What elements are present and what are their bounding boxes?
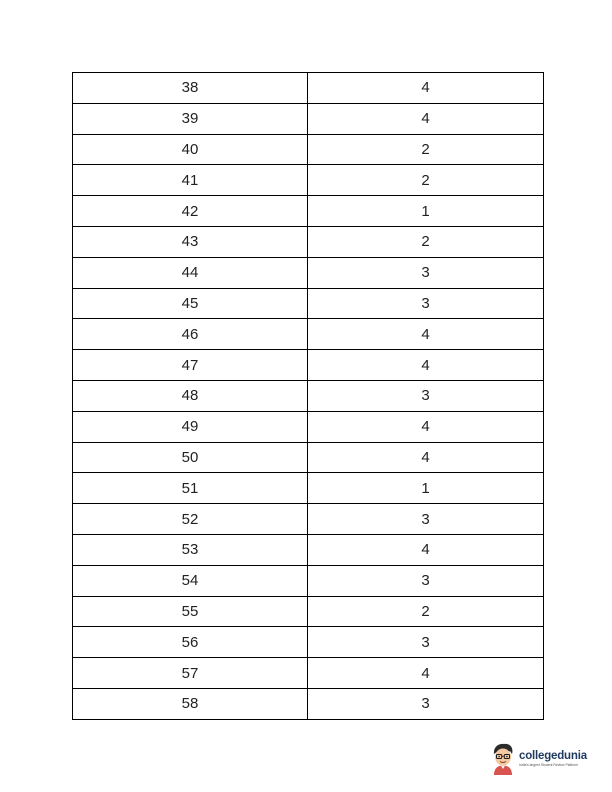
question-number-cell: 44: [73, 257, 308, 288]
table-row: [73, 504, 544, 535]
question-number-cell: 52: [73, 504, 308, 535]
question-number-cell: 42: [73, 196, 308, 227]
question-number-cell: 51: [73, 473, 308, 504]
table-row: [73, 473, 544, 504]
question-number-cell: 50: [73, 442, 308, 473]
table-row: [73, 226, 544, 257]
table-row: [73, 350, 544, 381]
table-row: [73, 103, 544, 134]
logo-tagline: India's largest Student Review Platform: [519, 763, 579, 768]
table-row: [73, 134, 544, 165]
answer-cell: 2: [308, 134, 544, 165]
mascot-icon: [490, 742, 516, 776]
answer-cell: 4: [308, 442, 544, 473]
answer-cell: 4: [308, 350, 544, 381]
question-number-cell: 55: [73, 596, 308, 627]
table-row: [73, 257, 544, 288]
logo-name: collegedunia: [519, 749, 587, 762]
answer-cell: 3: [308, 257, 544, 288]
answer-cell: 4: [308, 103, 544, 134]
answer-key-body: [73, 73, 544, 720]
table-row: [73, 319, 544, 350]
question-number-cell: 41: [73, 165, 308, 196]
question-number-cell: 45: [73, 288, 308, 319]
answer-cell: 3: [308, 288, 544, 319]
question-number-cell: 40: [73, 134, 308, 165]
table-row: [73, 627, 544, 658]
answer-cell: 2: [308, 165, 544, 196]
answer-cell: 2: [308, 596, 544, 627]
table-row: [73, 442, 544, 473]
answer-cell: 3: [308, 627, 544, 658]
answer-cell: 4: [308, 411, 544, 442]
table-row: [73, 411, 544, 442]
question-number-cell: 39: [73, 103, 308, 134]
answer-cell: 2: [308, 226, 544, 257]
answer-cell: 4: [308, 658, 544, 689]
table-row: [73, 658, 544, 689]
answer-cell: 1: [308, 473, 544, 504]
answer-cell: 1: [308, 196, 544, 227]
question-number-cell: 47: [73, 350, 308, 381]
question-number-cell: 56: [73, 627, 308, 658]
answer-cell: 3: [308, 380, 544, 411]
collegedunia-logo: [490, 740, 602, 778]
table-row: [73, 288, 544, 319]
question-number-cell: 58: [73, 688, 308, 719]
answer-cell: 3: [308, 565, 544, 596]
table-row: [73, 534, 544, 565]
question-number-cell: 38: [73, 73, 308, 104]
answer-cell: 3: [308, 688, 544, 719]
question-number-cell: 46: [73, 319, 308, 350]
question-number-cell: 54: [73, 565, 308, 596]
logo-text: [519, 751, 587, 768]
question-number-cell: 57: [73, 658, 308, 689]
table-row: [73, 196, 544, 227]
question-number-cell: 43: [73, 226, 308, 257]
question-number-cell: 53: [73, 534, 308, 565]
table-row: [73, 380, 544, 411]
table-row: [73, 688, 544, 719]
question-number-cell: 48: [73, 380, 308, 411]
answer-cell: 4: [308, 534, 544, 565]
answer-cell: 3: [308, 504, 544, 535]
question-number-cell: 49: [73, 411, 308, 442]
answer-cell: 4: [308, 73, 544, 104]
table-row: [73, 596, 544, 627]
answer-key-table: [72, 72, 544, 720]
answer-cell: 4: [308, 319, 544, 350]
table-row: [73, 73, 544, 104]
table-row: [73, 565, 544, 596]
table-row: [73, 165, 544, 196]
